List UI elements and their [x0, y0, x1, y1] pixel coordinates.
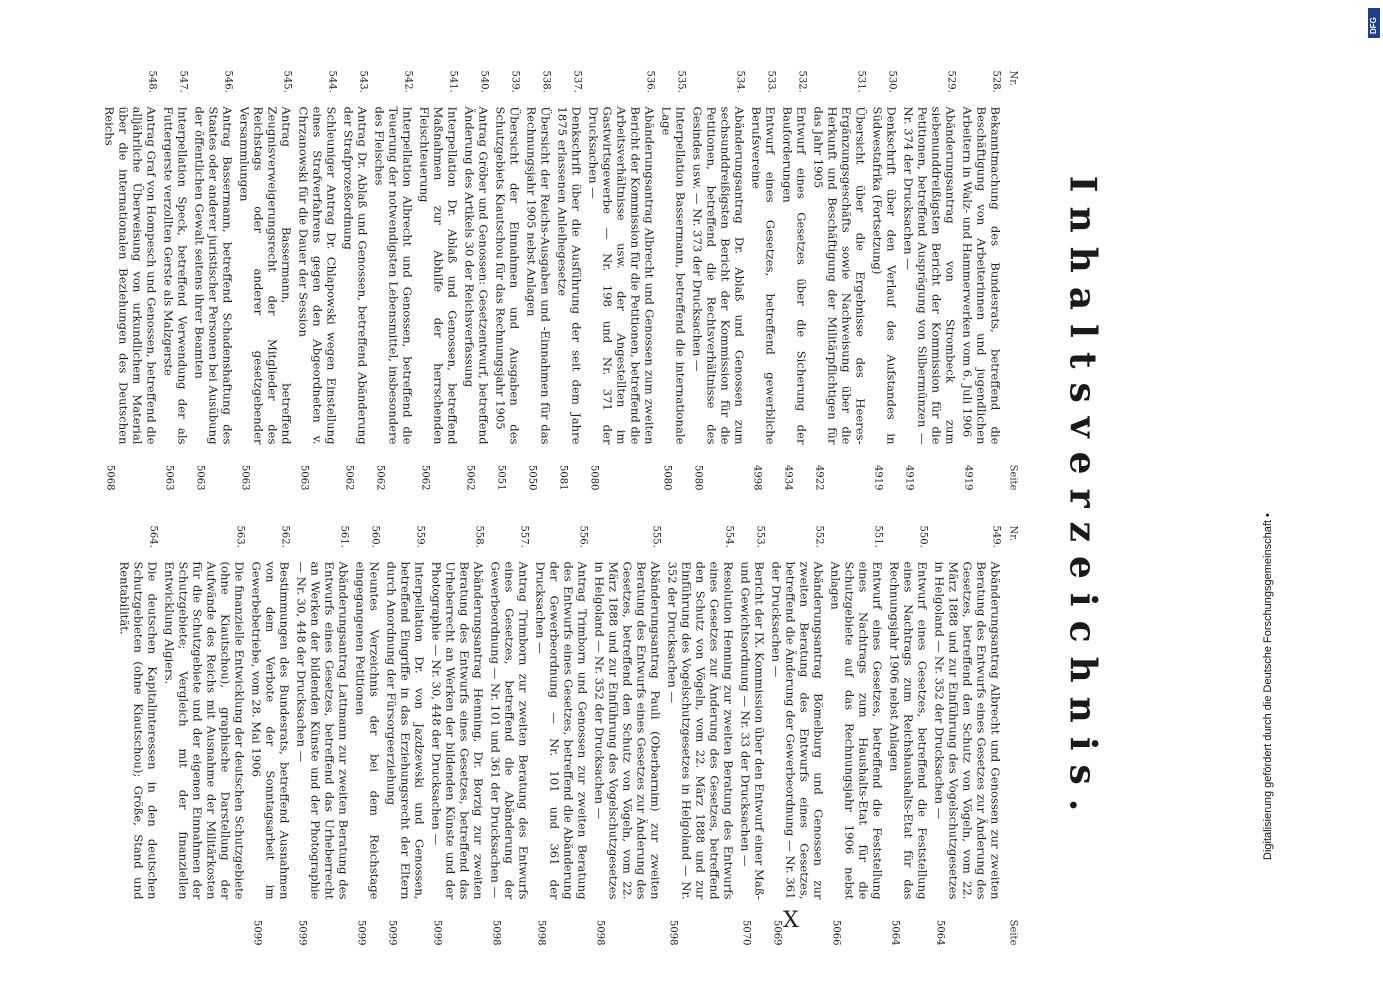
- entry-text: Die deutschen Kapitalinteressen in den deutschen Schutzgebieten (ohne Kiautschou); Größe, Stand und Rentabilität.: [117, 561, 159, 899]
- toc-entry: [780, 70, 808, 490]
- entry-page: 5080: [692, 464, 703, 490]
- toc-entry: [901, 70, 957, 490]
- toc-entry: [659, 70, 687, 490]
- entry-number: 540.: [478, 70, 489, 93]
- toc-entry: [384, 525, 426, 945]
- entry-number: 530.: [886, 70, 897, 93]
- entry-text: Bestimmungen des Bundesrats, betreffend Ausnahmen von dem Verbote der Sonntagsarbeit im Gewerbebetriebe, vom 28. Mai 1906: [249, 561, 291, 899]
- entry-number: 535.: [675, 70, 686, 93]
- digitization-note-text: Digitalisierung gefördert durch die Deutsche Forschungsgemeinschaft •: [1262, 513, 1274, 860]
- entry-page: 5064: [889, 919, 900, 945]
- entry-number: 539.: [509, 70, 520, 93]
- entry-number: 547.: [177, 70, 188, 93]
- entry-page: 5068: [104, 464, 115, 490]
- entry-number: 556.: [577, 525, 588, 548]
- toc-entry: [296, 70, 338, 490]
- toc-entry: [828, 525, 884, 945]
- entry-text: Interpellation Dr. Ablaß und Genossen, betreffend Maßnahmen zur Abhilfe der herrschenden Fleischteuerung: [417, 106, 459, 444]
- entry-number: 552.: [813, 525, 824, 548]
- entry-page: 5051: [495, 464, 506, 490]
- entry-number: 549.: [990, 525, 1001, 548]
- entry-number: 541.: [447, 70, 458, 93]
- entry-text: Interpellation Dr. von Jazdzewski und Genossen, betreffend Eingriffe in das Erziehungsrecht der Eltern durch Anordnung der Fürsorgeerziehung: [384, 561, 426, 899]
- entry-text: Interpellation Albrecht und Genossen, betreffend die Teuerung der notwendigsten Lebensmittel, insbesondere des Fleisches: [372, 106, 414, 444]
- toc-entry: [488, 525, 530, 945]
- toc-entry: [341, 70, 369, 490]
- toc-entry: [161, 70, 189, 490]
- entry-page: 5062: [464, 464, 475, 490]
- entry-number: 536.: [644, 70, 655, 93]
- toc-entry: [162, 525, 246, 945]
- entry-text: Antrag Bassermann, betreffend Zeugnisverweigerungsrecht der Mitglieder des Reichstags oder anderer gesetzgebender Versammlungen: [237, 106, 293, 444]
- entry-number: 559.: [414, 525, 425, 548]
- entry-text: Bericht der IX. Kommission über den Entwurf einer Maß- und Gewichtsordnung — Nr. 33 der Drucksachen —: [738, 561, 766, 899]
- left-entry-list: [102, 70, 1002, 490]
- entry-text: Entwurf eines Gesetzes, betreffend die Feststellung eines Nachtrags zum Haushalts-Etat für die Schutzgebiete auf das Rechnungsjahr 1906 nebst Anlagen: [828, 561, 884, 899]
- toc-entry: [493, 70, 521, 490]
- entry-page: 5063: [194, 464, 205, 490]
- entry-page: 5098: [667, 919, 678, 945]
- toc-entry: [533, 525, 589, 945]
- entry-page: 4919: [962, 464, 973, 490]
- entry-page: 4919: [872, 464, 883, 490]
- right-column: [114, 525, 1018, 945]
- entry-number: 563.: [234, 525, 245, 548]
- rotated-page: [0, 30, 1383, 970]
- toc-entry: [665, 525, 735, 945]
- toc-entry: [353, 525, 381, 945]
- entry-page: 5099: [251, 919, 262, 945]
- dfg-logo: [1368, 8, 1380, 38]
- entry-page: 5070: [740, 919, 751, 945]
- entry-text: Interpellation Bassermann, betreffend die internationale Lage: [659, 106, 687, 444]
- entry-text: Antrag Bassermann, betreffend Schadenshaftung des Staates oder anderer juristischer Personen bei Ausübung der öffentlichen Gewalt seitens ihrer Beamten: [192, 106, 234, 444]
- seite-label: Seite: [1007, 919, 1018, 945]
- entry-text: Abänderungsantrag Dr. Ablaß und Genossen zum sechsunddreißigsten Bericht der Kommission für die Petitionen, betreffend die Rechtsverhältnisse des Gesindes usw. — Nr. 373 der Drucksachen —: [690, 106, 746, 444]
- entry-number: 554.: [723, 525, 734, 548]
- toc-entry: [586, 70, 656, 490]
- entry-text: Resolution Henning zur zweiten Beratung des Entwurfs eines Gesetzes zur Änderung des Gesetzes, betreffend den Schutz von Vögeln, vom 22. März 1888 und zur Einführung des Vogelschutzgesetzes in Helgoland — Nr. 352 der Drucksachen —: [665, 561, 735, 899]
- entry-text: Abänderungsantrag Lattmann zur zweiten Beratung des Entwurfs eines Gesetzes, betreffend das Urheberrecht an Werken der bildenden Künste und der Photographie — Nr. 30, 448 der Drucksachen —: [294, 561, 350, 899]
- toc-entry: [249, 525, 291, 945]
- entry-page: 5099: [355, 919, 366, 945]
- dfg-logo-text: DFG: [1369, 17, 1378, 34]
- entry-page: 5069: [771, 919, 782, 945]
- entry-number: 561.: [338, 525, 349, 548]
- toc-entry: [237, 70, 293, 490]
- toc-entry: [592, 525, 662, 945]
- margin-mark: X: [783, 908, 799, 933]
- entry-page: 4998: [751, 464, 762, 490]
- entry-text: Abänderungsantrag Albrecht und Genossen zur zweiten Beratung des Entwurfs eines Gesetzes zur Änderung des Gesetzes, betreffend den Schutz von Vögeln, vom 22. März 1888 und zur Einführung des Vogelschutzgesetzes in Helgoland — Nr. 352 der Drucksachen —: [932, 561, 1002, 899]
- entry-text: Entwurf eines Gesetzes, betreffend die Feststellung eines Nachtrags zum Reichshaushalts-Etat für das Rechnungsjahr 1906 nebst Anlagen: [887, 561, 929, 899]
- entry-page: 5062: [419, 464, 430, 490]
- entry-page: 5063: [163, 464, 174, 490]
- entry-page: 5064: [934, 919, 945, 945]
- entry-text: Schleuniger Antrag Dr. Chlapowski wegen Einstellung eines Strafverfahrens gegen den Abgeordneten v. Chrzanowski für die Dauer der Session: [296, 106, 338, 444]
- entry-text: Abänderungsantrag Albrecht und Genossen zum zweiten Bericht der Kommission für die Petitionen, betreffend die Arbeitsverhältnisse usw. der Angestellten im Gastwirtsgewerbe — Nr. 198 und Nr. 371 der Drucksachen —: [586, 106, 656, 444]
- entry-text: Übersicht der Einnahmen und Ausgaben des Schutzgebiets Kiautschou für das Rechnungsjahr 1905: [493, 106, 521, 444]
- entry-number: 560.: [369, 525, 380, 548]
- entry-text: Übersicht der Reichs-Ausgaben und -Einnahmen für das Rechnungsjahr 1905 nebst Anlagen: [524, 106, 552, 444]
- toc-entry: [555, 70, 583, 490]
- entry-text: Bekanntmachung des Bundesrats, betreffend die Beschäftigung von Arbeiterinnen und jugendlichen Arbeitern in Walz- und Hammerwerken vom 6. Juli 1906: [960, 106, 1002, 444]
- toc-entry: [524, 70, 552, 490]
- entry-page: 5080: [661, 464, 672, 490]
- entry-number: 533.: [765, 70, 776, 93]
- toc-entry: [749, 70, 777, 490]
- left-column-header: [1002, 70, 1018, 490]
- toc-entry: [462, 70, 490, 490]
- toc-entry: [690, 70, 746, 490]
- entry-page: 4934: [782, 464, 793, 490]
- entry-page: 5062: [343, 464, 354, 490]
- entry-number: 529.: [945, 70, 956, 93]
- entry-number: 545.: [281, 70, 292, 93]
- entry-text: Abänderungsantrag Pauli (Oberbarnim) zur zweiten Beratung des Entwurfs eines Gesetzes zur Änderung des Gesetzes, betreffend den Schutz von Vögeln, vom 22. März 1888 und zur Einführung des Vogelschutzgesetzes in Helgoland — Nr. 352 der Drucksachen —: [592, 561, 662, 899]
- entry-text: Antrag Graf von Hompesch und Genossen, betreffend die alljährliche Überweisung von urkundlichem Material über die internationalen Beziehungen des Deutschen Reichs: [102, 106, 158, 444]
- entry-number: 544.: [326, 70, 337, 93]
- toc-entry: [960, 70, 1002, 490]
- entry-number: 555.: [650, 525, 661, 548]
- nr-label: Nr.: [1007, 70, 1018, 86]
- toc-entry: [294, 525, 350, 945]
- entry-page: 5098: [535, 919, 546, 945]
- nr-label: Nr.: [1007, 525, 1018, 541]
- entry-number: 557.: [518, 525, 529, 548]
- entry-text: Neuntes Verzeichnis der bei dem Reichstage eingegangenen Petitionen: [353, 561, 381, 899]
- entry-number: 528.: [990, 70, 1001, 93]
- entry-text: Abänderungsantrag Henning, Dr. Borzig zur zweiten Beratung des Entwurfs eines Gesetzes, betreffend das Urheberrecht an Werken der bildenden Künste und der Photographie — Nr. 30, 448 der Drucksachen —: [429, 561, 485, 899]
- entry-page: 4922: [813, 464, 824, 490]
- entry-number: 532.: [796, 70, 807, 93]
- entry-number: 542.: [402, 70, 413, 93]
- entry-number: 551.: [872, 525, 883, 548]
- entry-text: Antrag Dr. Ablaß und Genossen, betreffend Abänderung der Strafprozeßordnung: [341, 106, 369, 444]
- toc-entry: [769, 525, 825, 945]
- entry-number: 553.: [754, 525, 765, 548]
- entry-number: 558.: [473, 525, 484, 548]
- entry-page: 4919: [903, 464, 914, 490]
- entry-page: 5081: [557, 464, 568, 490]
- left-column: [99, 70, 1018, 490]
- entry-text: Antrag Trimborn zur zweiten Beratung des Entwurfs eines Gesetzes, betreffend die Abänderung der Gewerbeordnung — Nr. 101 und 361 der Drucksachen —: [488, 561, 530, 899]
- entry-number: 534.: [734, 70, 745, 93]
- toc-entry: [870, 70, 898, 490]
- toc-entry: [887, 525, 929, 945]
- seite-label: Seite: [1007, 464, 1018, 490]
- entry-number: 564.: [147, 525, 158, 548]
- toc-entry: [102, 70, 158, 490]
- entry-text: Entwurf eines Gesetzes, betreffend gewerbliche Berufsvereine: [749, 106, 777, 444]
- toc-entry: [811, 70, 867, 490]
- entry-number: 538.: [540, 70, 551, 93]
- entry-text: Denkschrift über den Verlauf des Aufstandes in Südwestafrika (Fortsetzung): [870, 106, 898, 444]
- entry-number: 546.: [222, 70, 233, 93]
- entry-page: 5098: [490, 919, 501, 945]
- entry-text: Übersicht über die Ergebnisse des Heeres-Ergänzungsgeschäfts sowie Nachweisung über die Herkunft und Beschäftigung der Militärpflichtigen für das Jahr 1905: [811, 106, 867, 444]
- toc-entry: [429, 525, 485, 945]
- entry-number: 531.: [855, 70, 866, 93]
- entry-page: 5099: [296, 919, 307, 945]
- right-entry-list: [117, 525, 1002, 945]
- toc-entry: [738, 525, 766, 945]
- document-page: [0, 30, 1383, 970]
- entry-page: 5062: [374, 464, 385, 490]
- entry-number: 562.: [279, 525, 290, 548]
- toc-entry: [372, 70, 414, 490]
- entry-text: Antrag Gröber und Genossen: Gesetzentwurf, betreffend Änderung des Artikels 30 der Reichsverfassung: [462, 106, 490, 444]
- entry-text: Interpellation Speck, betreffend Verwendung der als Futtergerste verzollten Gerste als Malzgerste: [161, 106, 189, 444]
- entry-text: Die finanzielle Entwicklung der deutschen Schutzgebiete (ohne Kiautschou), graphische Darstellung der Aufwände des Reichs mit Ausnahme der Militärkosten für die Schutzgebiete und der eigenen Einnahmen der Schutzgebiete; Vergleich mit der finanziellen Entwicklung Algiers.: [162, 561, 246, 899]
- entry-text: Entwurf eines Gesetzes über die Sicherung der Bauforderungen: [780, 106, 808, 444]
- entry-page: 5063: [239, 464, 250, 490]
- entry-page: 5098: [594, 919, 605, 945]
- entry-number: 550.: [917, 525, 928, 548]
- toc-entry: [417, 70, 459, 490]
- entry-text: Abänderungsantrag Bömelburg und Genossen zur zweiten Beratung des Entwurfs eines Gesetzes, betreffend die Änderung der Gewerbeordnung — Nr. 361 der Drucksachen —: [769, 561, 825, 899]
- entry-page: 5099: [431, 919, 442, 945]
- entry-number: 543.: [357, 70, 368, 93]
- page-title: Inhaltsverzeichnis.: [1061, 175, 1103, 825]
- entry-number: 548.: [146, 70, 157, 93]
- entry-text: Antrag Trimborn und Genossen zur zweiten Beratung des Entwurfs eines Gesetzes, betreffend die Abänderung der Gewerbeordnung — Nr. 101 und 361 der Drucksachen —: [533, 561, 589, 899]
- toc-entry: [192, 70, 234, 490]
- entry-number: 537.: [571, 70, 582, 93]
- entry-page: 5063: [298, 464, 309, 490]
- entry-page: 5066: [830, 919, 841, 945]
- entry-text: Abänderungsantrag von Strombeck zum siebenunddreißigsten Bericht der Kommission für die Petitionen, betreffend Ausprägung von Silbermünzen — Nr. 374 der Drucksachen —: [901, 106, 957, 444]
- entry-text: Denkschrift über die Ausführung der seit dem Jahre 1875 erlassenen Anleihegesetze: [555, 106, 583, 444]
- toc-entry: [932, 525, 1002, 945]
- entry-page: 5099: [386, 919, 397, 945]
- entry-page: 5080: [588, 464, 599, 490]
- entry-page: 5050: [526, 464, 537, 490]
- right-column-header: [1002, 525, 1018, 945]
- toc-entry: [117, 525, 159, 945]
